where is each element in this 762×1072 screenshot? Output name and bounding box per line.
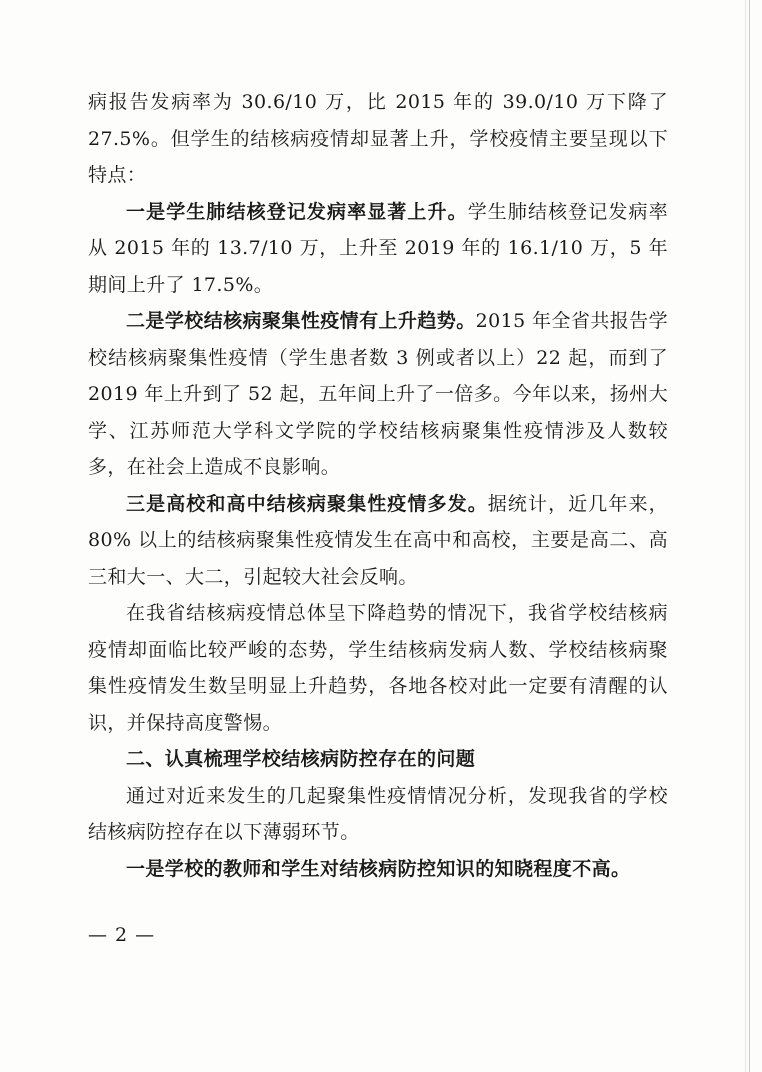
paragraph [88, 84, 668, 194]
section-heading [88, 741, 668, 778]
paragraph-text: 2015 年全省共报告学校结核病聚集性疫情（学生患者数 3 例或者以上）22 起，而到了 2019 年上升到了 52 起，五年间上升了一倍多。今年以来，扬州大学、江苏师范大学科文学院的学校结核病聚集性疫情涉及人数较多，在社会上造成不良影响。 [88, 310, 669, 478]
paragraph-text: 通过对近来发生的几起聚集性疫情情况分析，发现我省的学校结核病防控存在以下薄弱环节。 [88, 784, 668, 843]
paragraph [88, 303, 668, 486]
scan-edge-line [745, 0, 746, 1072]
scan-edge-line [749, 0, 750, 1072]
paragraph-text: 学生肺结核登记发病率从 2015 年的 13.7/10 万，上升至 2019 年的 16.1/10 万，5 年期间上升了 17.5%。 [88, 200, 668, 296]
section-heading-text: 二、认真梳理学校结核病防控存在的问题 [126, 748, 476, 770]
paragraph [88, 595, 668, 741]
paragraph [88, 778, 668, 851]
paragraph [88, 851, 668, 888]
paragraph-lead: 一是学生肺结核登记发病率显著上升。 [126, 200, 468, 223]
paragraph-lead: 三是高校和高中结核病聚集性疫情多发。 [126, 492, 488, 515]
paragraph-lead: 一是学校的教师和学生对结核病防控知识的知晓程度不高。 [126, 857, 631, 880]
paragraph-lead: 二是学校结核病聚集性疫情有上升趋势。 [126, 310, 476, 332]
paragraph [88, 486, 668, 596]
paragraph-text: 据统计，近几年来，80% 以上的结核病聚集性疫情发生在高中和高校，主要是高二、高三和大一、大二，引起较大社会反响。 [88, 492, 668, 588]
paragraph [88, 194, 668, 304]
page-number: — 2 — [88, 924, 156, 946]
body-text [88, 84, 668, 887]
paragraph-text: 病报告发病率为 30.6/10 万，比 2015 年的 39.0/10 万下降了 27.5%。但学生的结核病疫情却显著上升，学校疫情主要呈现以下特点： [88, 91, 668, 186]
paragraph-text: 在我省结核病疫情总体呈下降趋势的情况下，我省学校结核病疫情却面临比较严峻的态势，学生结核病发病人数、学校结核病聚集性疫情发生数呈明显上升趋势，各地各校对此一定要有清醒的认识，并保持高度警惕。 [88, 602, 668, 734]
